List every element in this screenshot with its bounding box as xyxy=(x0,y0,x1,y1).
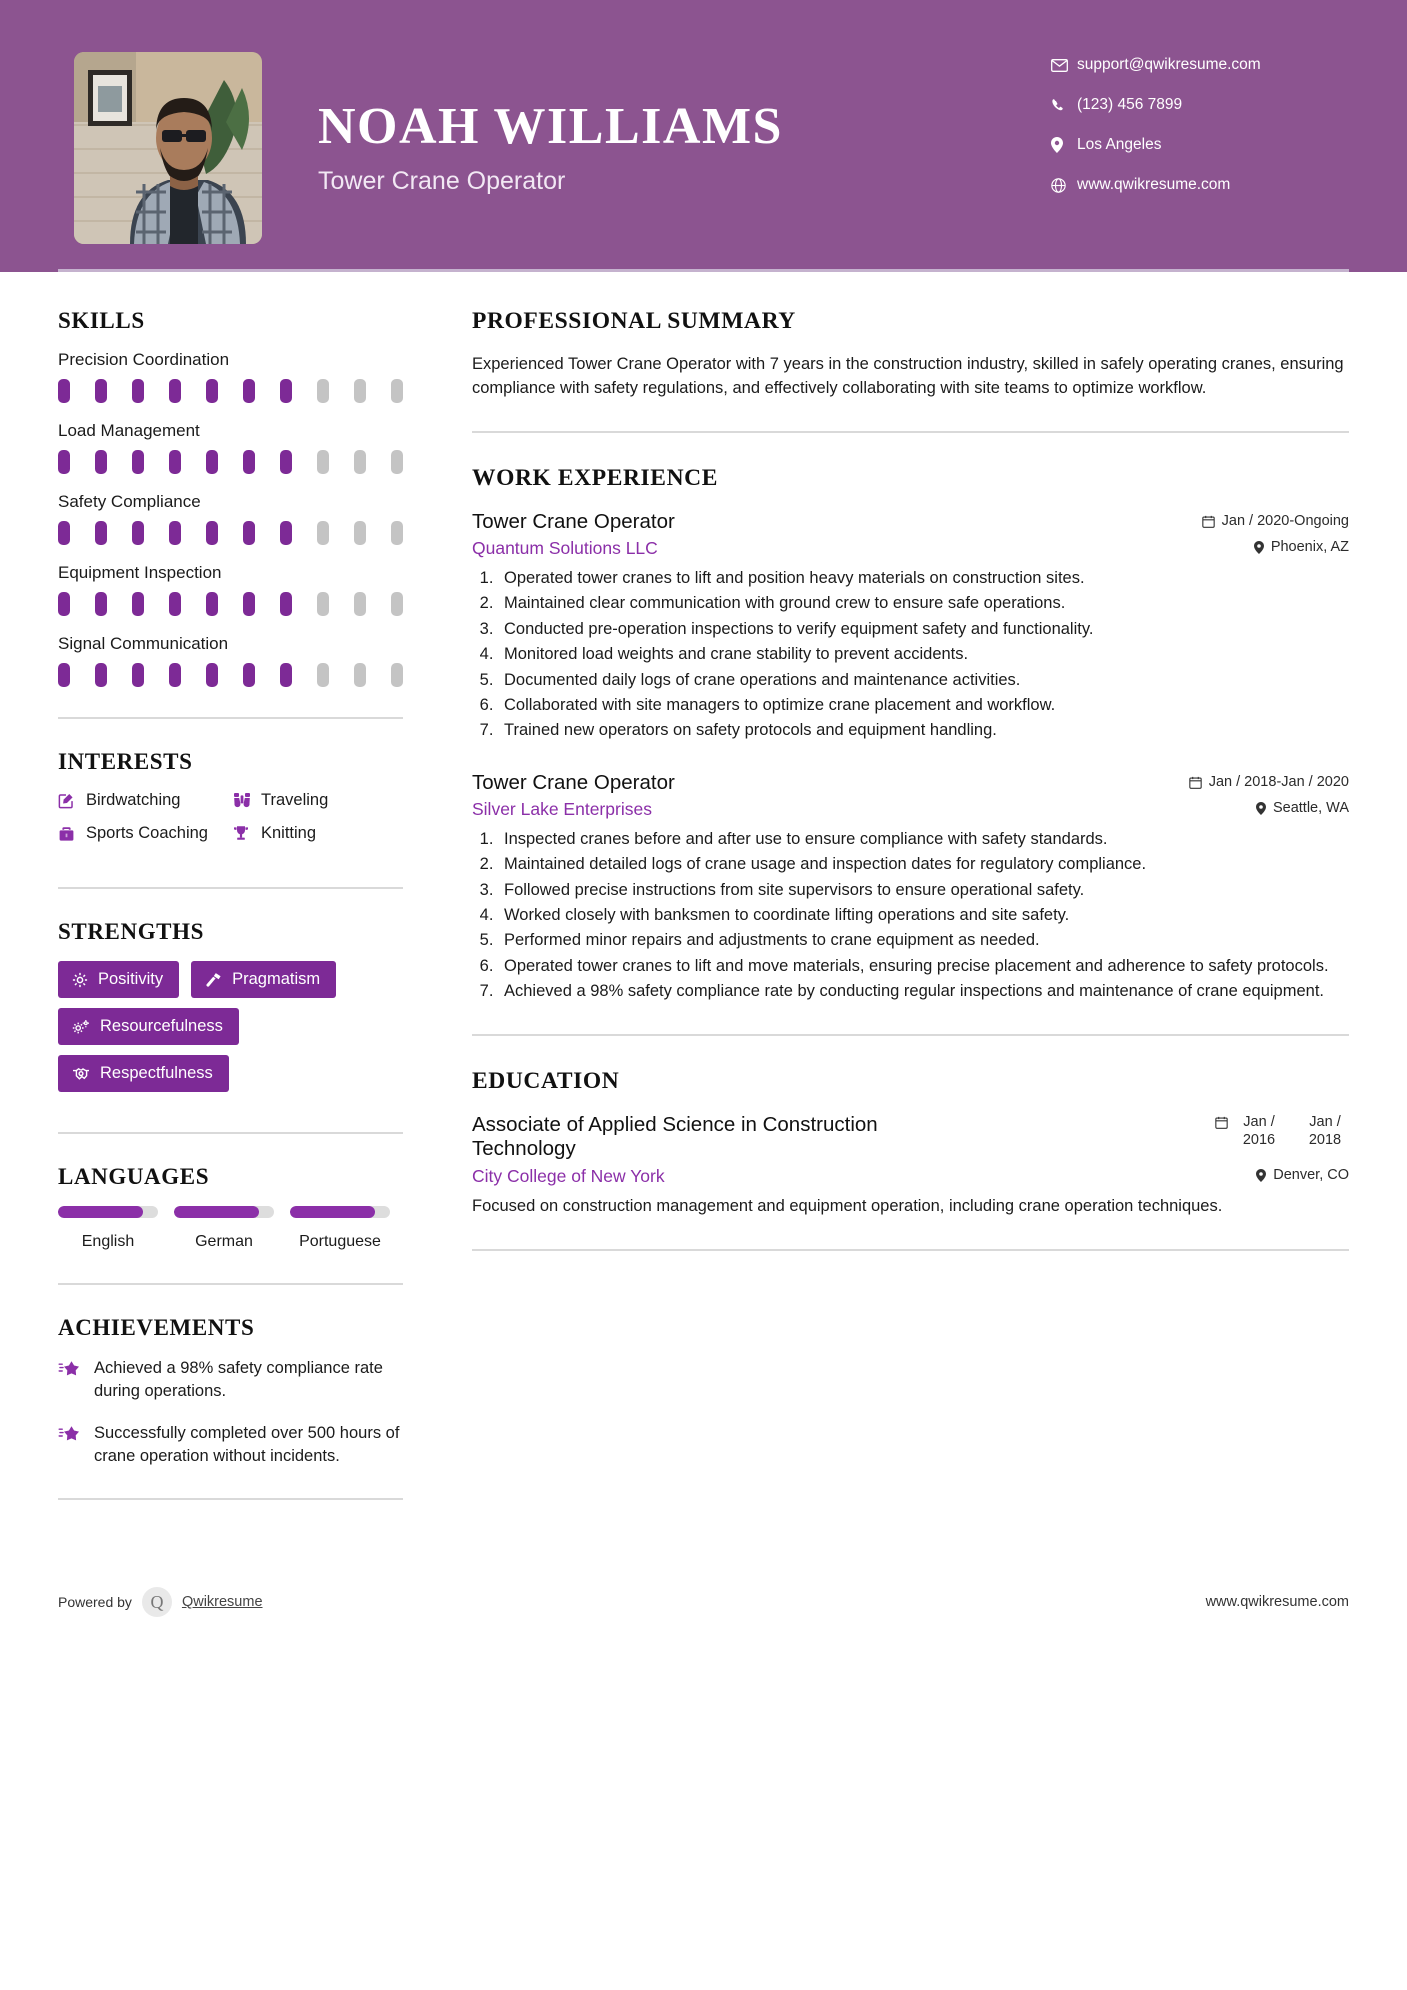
header-divider xyxy=(58,269,1349,272)
summary-text: Experienced Tower Crane Operator with 7 years in the construction industry, skilled in safely operating cranes, ensuring compliance with safety regulations, and effectively collaborating with site teams to optimize workflow. xyxy=(472,355,1344,397)
skill-item xyxy=(58,634,414,687)
briefcase-icon xyxy=(58,826,86,842)
skill-pip xyxy=(317,521,329,545)
globe-icon xyxy=(1051,178,1077,193)
achievements-heading: ACHIEVEMENTS xyxy=(58,1314,255,1340)
interests-list xyxy=(58,791,408,857)
skill-pip xyxy=(317,592,329,616)
language-item xyxy=(174,1206,274,1253)
achievement-item xyxy=(58,1357,408,1404)
contact-location-text: Los Angeles xyxy=(1077,136,1162,153)
page-title: NOAH WILLIAMS xyxy=(318,98,783,155)
skill-pip xyxy=(169,663,181,687)
skill-pip xyxy=(132,663,144,687)
calendar-icon xyxy=(1202,515,1215,528)
skill-pip xyxy=(391,592,403,616)
job-bullet: 6. Collaborated with site managers to optimize crane placement and workflow. xyxy=(498,694,1349,717)
job-title: Tower Crane Operator xyxy=(472,509,675,533)
language-level-fill xyxy=(290,1206,375,1218)
education-subheader xyxy=(472,1166,1349,1187)
skill-label: Safety Compliance xyxy=(58,492,201,511)
skill-pip xyxy=(58,450,70,474)
job-location xyxy=(1254,539,1349,555)
education-header xyxy=(472,1113,1349,1162)
skill-pip xyxy=(280,379,292,403)
contact-list xyxy=(1051,52,1351,216)
skill-pip xyxy=(169,379,181,403)
handshake-icon xyxy=(72,1066,90,1081)
job-bullet: 3. Followed precise instructions from site supervisors to ensure operational safety. xyxy=(498,879,1349,902)
skill-pip xyxy=(169,592,181,616)
location-pin-icon xyxy=(1256,802,1266,815)
education-location-text: Denver, CO xyxy=(1273,1167,1349,1184)
skill-pip xyxy=(243,663,255,687)
job-bullet: 4. Monitored load weights and crane stability to prevent accidents. xyxy=(498,643,1349,666)
skill-pip xyxy=(391,521,403,545)
skill-pip xyxy=(95,379,107,403)
job-dates-text: Jan / 2018-Jan / 2020 xyxy=(1208,774,1349,791)
job-bullet: 6. Operated tower cranes to lift and move materials, ensuring precise placement and adherence to safety protocols. xyxy=(498,955,1349,978)
skill-label: Signal Communication xyxy=(58,634,229,653)
skill-pip xyxy=(95,592,107,616)
contact-email[interactable] xyxy=(1051,56,1351,74)
contact-location[interactable] xyxy=(1051,136,1351,154)
strengths-list xyxy=(58,961,418,1102)
contact-phone[interactable] xyxy=(1051,96,1351,114)
sidebar xyxy=(0,272,414,1530)
contact-phone-text: (123) 456 7899 xyxy=(1077,96,1183,113)
skill-pip xyxy=(391,450,403,474)
divider xyxy=(58,1498,403,1500)
languages-heading: LANGUAGES xyxy=(58,1164,210,1189)
job-bullet: 3. Conducted pre-operation inspections to verify equipment safety and functionality. xyxy=(498,618,1349,641)
languages-list xyxy=(58,1206,408,1253)
education-dates xyxy=(1215,1113,1349,1149)
education-description: Focused on construction management and equipment operation, including crane operation techniques. xyxy=(472,1196,1223,1215)
skill-pip xyxy=(354,379,366,403)
skill-pip xyxy=(354,450,366,474)
achievement-text: Achieved a 98% safety compliance rate during operations. xyxy=(94,1358,383,1401)
language-level-bar xyxy=(58,1206,158,1218)
job-bullet: 2. Maintained detailed logs of crane usage and inspection dates for regulatory compliance. xyxy=(498,853,1349,876)
job-location xyxy=(1256,800,1349,816)
skill-item xyxy=(58,421,414,474)
gears-icon xyxy=(72,1019,90,1035)
skill-pip xyxy=(354,592,366,616)
strength-label: Resourcefulness xyxy=(100,1017,223,1035)
resume-body xyxy=(0,272,1407,1530)
experience-list xyxy=(472,510,1349,1004)
divider xyxy=(58,717,403,719)
skill-pip xyxy=(58,592,70,616)
binoculars-icon xyxy=(233,792,261,809)
skills-list xyxy=(58,350,414,687)
skill-pip xyxy=(243,521,255,545)
interest-label: Traveling xyxy=(261,791,329,809)
skill-level-meter xyxy=(58,663,403,687)
skill-label: Equipment Inspection xyxy=(58,563,222,582)
job-location-text: Seattle, WA xyxy=(1272,800,1349,817)
job-bullet: 4. Worked closely with banksmen to coordinate lifting operations and site safety. xyxy=(498,904,1349,927)
language-label: English xyxy=(81,1233,135,1250)
star-icon xyxy=(58,1357,94,1381)
qwikresume-logo-icon: Q xyxy=(142,1587,172,1617)
education-start-date: Jan / 2016 xyxy=(1242,1113,1276,1148)
calendar-icon xyxy=(1215,1113,1228,1129)
interest-label: Birdwatching xyxy=(86,791,181,809)
footer xyxy=(0,1572,1407,1632)
section-experience xyxy=(472,465,1349,1004)
experience-item xyxy=(472,510,1349,743)
job-role-subtitle: Tower Crane Operator xyxy=(318,166,566,195)
skill-pip xyxy=(354,663,366,687)
experience-header xyxy=(472,510,1349,534)
language-level-bar xyxy=(290,1206,390,1218)
section-achievements xyxy=(58,1315,414,1469)
skill-level-meter xyxy=(58,379,403,403)
experience-heading: WORK EXPERIENCE xyxy=(472,464,718,491)
job-dates xyxy=(1189,774,1349,790)
job-bullet-list xyxy=(498,567,1349,743)
job-bullet: 7. Achieved a 98% safety compliance rate by conducting regular inspections and maintenance of crane equipment. xyxy=(498,980,1349,1003)
skill-pip xyxy=(58,379,70,403)
skill-pip xyxy=(391,379,403,403)
skills-heading: SKILLS xyxy=(58,308,145,333)
language-level-bar xyxy=(174,1206,274,1218)
contact-email-text: support@qwikresume.com xyxy=(1077,56,1261,73)
language-level-fill xyxy=(174,1206,259,1218)
skill-pip xyxy=(132,379,144,403)
interest-label: Knitting xyxy=(261,824,317,842)
section-skills xyxy=(58,308,414,687)
main-content xyxy=(414,272,1407,1283)
experience-subheader xyxy=(472,538,1349,559)
education-degree: Associate of Applied Science in Construction Technology xyxy=(472,1112,878,1161)
interest-item xyxy=(233,824,408,843)
strength-chip-positivity xyxy=(58,961,179,998)
strength-label: Positivity xyxy=(98,970,164,988)
divider xyxy=(58,887,403,889)
interest-item xyxy=(58,791,233,810)
achievement-item xyxy=(58,1422,408,1469)
skill-pip xyxy=(317,663,329,687)
experience-subheader xyxy=(472,799,1349,820)
location-pin-icon xyxy=(1051,137,1077,153)
strength-chip-pragmatism xyxy=(191,961,336,998)
divider xyxy=(472,1034,1349,1036)
envelope-icon xyxy=(1051,59,1077,72)
resume-header xyxy=(0,0,1407,272)
skill-pip xyxy=(317,379,329,403)
strength-label: Respectfulness xyxy=(100,1064,213,1082)
trophy-icon xyxy=(233,825,261,842)
contact-website[interactable] xyxy=(1051,176,1351,194)
skill-pip xyxy=(95,521,107,545)
job-dates xyxy=(1202,513,1349,529)
section-interests xyxy=(58,749,414,857)
job-company: Silver Lake Enterprises xyxy=(472,798,652,819)
job-bullet: 1. Operated tower cranes to lift and position heavy materials on construction sites. xyxy=(498,567,1349,590)
language-item xyxy=(290,1206,390,1253)
section-education xyxy=(472,1068,1349,1219)
skill-pip xyxy=(169,450,181,474)
skill-pip xyxy=(206,450,218,474)
skill-pip xyxy=(206,592,218,616)
skill-pip xyxy=(58,521,70,545)
powered-by-label: Powered by xyxy=(58,1594,132,1611)
experience-item xyxy=(472,771,1349,1004)
gear-icon xyxy=(72,972,88,988)
education-location xyxy=(1256,1167,1349,1183)
interest-item xyxy=(233,791,408,810)
powered-by xyxy=(58,1587,263,1617)
location-pin-icon xyxy=(1254,541,1264,554)
job-bullet-list xyxy=(498,828,1349,1004)
skill-pip xyxy=(206,521,218,545)
contact-website-text: www.qwikresume.com xyxy=(1077,176,1231,193)
skill-pip xyxy=(95,663,107,687)
skill-pip xyxy=(243,450,255,474)
job-bullet: 2. Maintained clear communication with ground crew to ensure safe operations. xyxy=(498,592,1349,615)
skill-pip xyxy=(391,663,403,687)
skill-pip xyxy=(206,663,218,687)
section-strengths xyxy=(58,919,414,1102)
divider xyxy=(472,431,1349,433)
skill-pip xyxy=(132,521,144,545)
job-title: Tower Crane Operator xyxy=(472,770,675,794)
skill-item xyxy=(58,350,414,403)
hammer-icon xyxy=(205,972,222,988)
strength-chip-resourcefulness xyxy=(58,1008,239,1045)
divider xyxy=(472,1249,1349,1251)
skill-pip xyxy=(280,450,292,474)
skill-item xyxy=(58,563,414,616)
education-heading: EDUCATION xyxy=(472,1067,620,1094)
footer-url: www.qwikresume.com xyxy=(1205,1594,1349,1611)
strengths-heading: STRENGTHS xyxy=(58,919,205,944)
qwikresume-brand-link[interactable]: Qwikresume xyxy=(181,1594,263,1611)
strength-chip-respectfulness xyxy=(58,1055,229,1092)
skill-pip xyxy=(58,663,70,687)
skill-pip xyxy=(243,592,255,616)
skill-pip xyxy=(132,450,144,474)
education-end-date: Jan / 2018 xyxy=(1308,1113,1342,1148)
achievement-text: Successfully completed over 500 hours of crane operation without incidents. xyxy=(94,1423,400,1466)
section-languages xyxy=(58,1164,414,1253)
language-item xyxy=(58,1206,158,1253)
job-company: Quantum Solutions LLC xyxy=(472,537,658,558)
phone-icon xyxy=(1051,98,1077,113)
summary-heading: PROFESSIONAL SUMMARY xyxy=(472,308,796,334)
divider xyxy=(58,1132,403,1134)
interest-label: Sports Coaching xyxy=(86,824,208,842)
interests-heading: INTERESTS xyxy=(58,749,193,774)
experience-header xyxy=(472,771,1349,795)
skill-item xyxy=(58,492,414,545)
job-bullet: 5. Documented daily logs of crane operations and maintenance activities. xyxy=(498,669,1349,692)
section-summary xyxy=(472,308,1349,401)
job-dates-text: Jan / 2020-Ongoing xyxy=(1221,513,1349,530)
pencil-square-icon xyxy=(58,792,86,809)
job-location-text: Phoenix, AZ xyxy=(1270,539,1349,556)
skill-label: Precision Coordination xyxy=(58,350,230,369)
job-bullet: 5. Performed minor repairs and adjustments to crane equipment as needed. xyxy=(498,929,1349,952)
skill-pip xyxy=(95,450,107,474)
skill-pip xyxy=(280,663,292,687)
interest-item xyxy=(58,824,233,843)
avatar xyxy=(74,52,262,244)
skill-pip xyxy=(280,521,292,545)
skill-pip xyxy=(132,592,144,616)
skill-pip xyxy=(317,450,329,474)
language-label: Portuguese xyxy=(299,1233,381,1250)
education-school: City College of New York xyxy=(472,1165,665,1186)
calendar-icon xyxy=(1189,776,1202,789)
skill-level-meter xyxy=(58,450,403,474)
skill-pip xyxy=(169,521,181,545)
skill-pip xyxy=(354,521,366,545)
skill-level-meter xyxy=(58,521,403,545)
language-label: German xyxy=(195,1233,253,1250)
skill-label: Load Management xyxy=(58,421,200,440)
job-bullet: 1. Inspected cranes before and after use to ensure compliance with safety standards. xyxy=(498,828,1349,851)
strength-label: Pragmatism xyxy=(232,970,321,988)
name-block xyxy=(318,52,1051,196)
skill-level-meter xyxy=(58,592,403,616)
job-bullet: 7. Trained new operators on safety protocols and equipment handling. xyxy=(498,719,1349,742)
language-level-fill xyxy=(58,1206,143,1218)
location-pin-icon xyxy=(1256,1169,1266,1182)
skill-pip xyxy=(280,592,292,616)
skill-pip xyxy=(243,379,255,403)
skill-pip xyxy=(206,379,218,403)
divider xyxy=(58,1283,403,1285)
star-icon xyxy=(58,1422,94,1446)
